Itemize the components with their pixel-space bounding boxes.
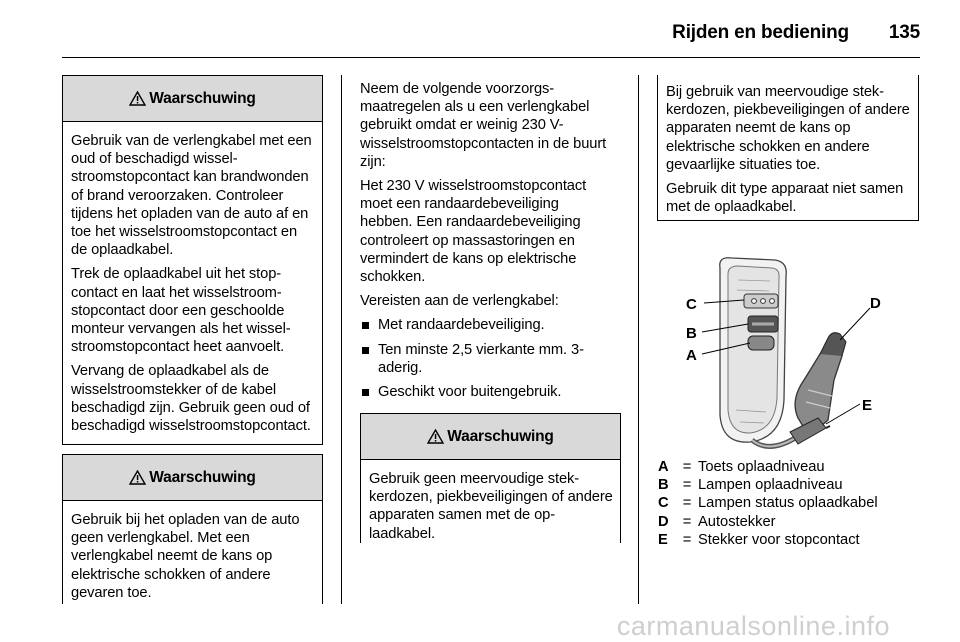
warning-box-continued bbox=[657, 75, 919, 221]
warning-box-3 bbox=[360, 413, 621, 543]
body-paragraph: Het 230 V wisselstroomstopcontact moet een randaardebeveiliging hebben. Een randaardebeveiliging controleert op massastoringen en vermindert de kans op elektrische schokken. bbox=[360, 178, 587, 286]
warning-paragraph: Gebruik geen meervoudige stekkerdozen, piekbeveiligingen of andere apparaten samen met de oplaadkabel. bbox=[369, 471, 613, 542]
warning-triangle-icon bbox=[427, 429, 444, 444]
warning-box-2 bbox=[62, 454, 323, 604]
warning-box-1 bbox=[62, 75, 323, 445]
legend-row bbox=[658, 513, 878, 531]
legend-text: Toets oplaadniveau bbox=[698, 459, 825, 475]
warning-title: Waarschuwing bbox=[149, 89, 256, 107]
page-header bbox=[672, 22, 920, 44]
charging-cable-figure bbox=[680, 250, 900, 455]
warning-triangle-icon bbox=[129, 470, 146, 485]
callout-a: A bbox=[686, 347, 697, 364]
watermark: carmanualsonline.info bbox=[616, 611, 890, 641]
page-number: 135 bbox=[888, 22, 920, 43]
list-item: Geschikt voor buitengebruik. bbox=[360, 383, 615, 401]
legend-equals: = bbox=[682, 513, 692, 530]
callout-b: B bbox=[686, 325, 697, 342]
legend-key: C bbox=[658, 495, 669, 512]
callout-d: D bbox=[870, 295, 881, 312]
warning-box-header bbox=[361, 414, 620, 460]
legend-text: Lampen status oplaadkabel bbox=[698, 495, 878, 512]
legend-equals: = bbox=[682, 531, 692, 548]
legend-row bbox=[658, 458, 878, 476]
legend-key: D bbox=[658, 513, 669, 530]
warning-paragraph: Trek de oplaadkabel uit het stopcontact en laat het wisselstroomstopcontact door een geschoolde monteur vervangen als het wisselstroomstopcontact heet aanvoelt. bbox=[71, 266, 291, 356]
legend-row bbox=[658, 476, 878, 494]
column-divider-1 bbox=[341, 75, 342, 604]
warning-paragraph: Gebruik van de verlengkabel met een oud of beschadigd wisselstroomstopcontact kan brandwonden of brand veroorzaken. Controleer tijdens het opladen van de auto af en toe het wisselstroomstopcontact en de oplaadkabel. bbox=[71, 133, 312, 259]
header-rule bbox=[62, 57, 920, 58]
header-title: Rijden en bediening bbox=[672, 22, 849, 43]
warning-paragraph: Bij gebruik van meervoudige stekkerdozen, piekbeveiligingen of andere apparaten neemt de kans op elektrische schokken en andere gevaarlijke situaties toe. bbox=[666, 84, 910, 173]
warning-paragraph: Gebruik dit type apparaat niet samen met de oplaadkabel. bbox=[666, 181, 904, 216]
list-item: Ten minste 2,5 vierkante mm. 3-aderig. bbox=[360, 341, 615, 377]
legend-row bbox=[658, 531, 878, 549]
body-paragraph: Neem de volgende voorzorgsmaatregelen als u een verlengkabel gebruikt omdat er weinig 230 V-wisselstroomstopcontacten in de buurt zijn: bbox=[360, 81, 607, 170]
callout-c: C bbox=[686, 296, 697, 313]
list-item: Met randaardebeveiliging. bbox=[360, 316, 615, 334]
legend-equals: = bbox=[682, 477, 692, 494]
warning-paragraph: Gebruik bij het opladen van de auto geen verlengkabel. Met een verlengkabel neemt de kans op elektrische schokken of andere gevaren toe. bbox=[71, 512, 300, 601]
warning-box-header bbox=[63, 76, 322, 122]
legend-text: Autostekker bbox=[698, 513, 776, 530]
legend-text: Stekker voor stopcontact bbox=[698, 531, 860, 548]
legend-equals: = bbox=[682, 459, 692, 475]
callout-e: E bbox=[862, 397, 873, 414]
warning-box-header bbox=[63, 455, 322, 501]
legend-equals: = bbox=[682, 495, 692, 512]
body-paragraph: Vereisten aan de verlengkabel: bbox=[360, 293, 559, 310]
requirements-list bbox=[360, 316, 615, 401]
column-divider-2 bbox=[638, 75, 639, 604]
warning-paragraph: Vervang de oplaadkabel als de wisselstroomstekker of de kabel beschadigd zijn. Gebruik geen oud of beschadigd wisselstroomstopcontact. bbox=[71, 363, 311, 435]
warning-title: Waarschuwing bbox=[149, 468, 256, 486]
figure-legend bbox=[658, 458, 878, 549]
column-2-text bbox=[360, 80, 615, 407]
legend-text: Lampen oplaadniveau bbox=[698, 477, 843, 494]
warning-title: Waarschuwing bbox=[447, 427, 554, 445]
legend-key: A bbox=[658, 459, 669, 475]
legend-row bbox=[658, 494, 878, 512]
legend-key: E bbox=[658, 531, 668, 548]
legend-key: B bbox=[658, 477, 669, 494]
warning-triangle-icon bbox=[129, 91, 146, 106]
